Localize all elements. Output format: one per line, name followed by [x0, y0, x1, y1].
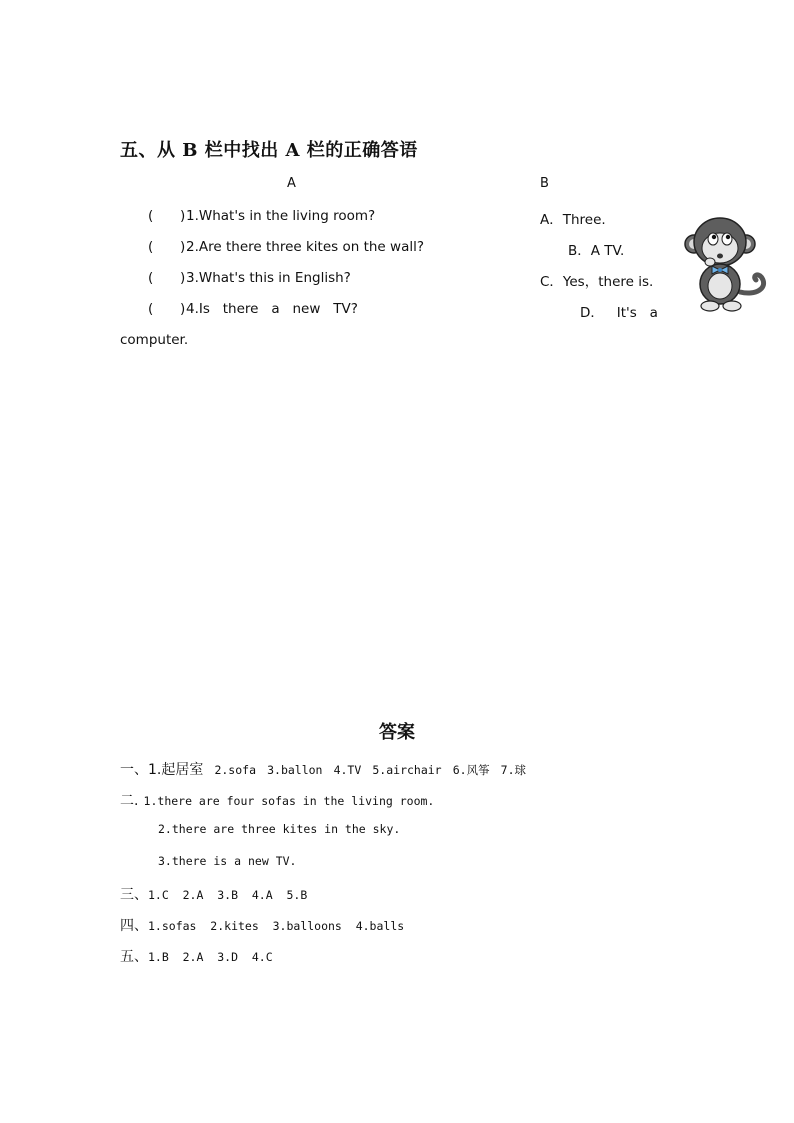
answer-line-4: 3.there is a new TV.: [158, 854, 297, 868]
question-text: 2.Are there three kites on the wall?: [186, 239, 425, 255]
answer-blank-open[interactable]: (: [148, 208, 154, 224]
answer-line-1: [120, 759, 526, 779]
question-text: 4.Is there a new TV?: [186, 301, 358, 317]
question-text: 3.What's this in English?: [186, 270, 351, 286]
option-text: D． It's a: [580, 305, 658, 321]
answer-line-5: [120, 884, 307, 904]
answer-line-6: [120, 915, 404, 935]
option-text: B．A TV.: [568, 243, 625, 259]
section-title: 五、从 B 栏中找出 A 栏的正确答语: [120, 140, 418, 161]
answer-blank-close: ): [180, 239, 186, 255]
answer-line-2: [120, 790, 434, 810]
answer-text: 1.B 2.A 3.D 4.C: [148, 950, 273, 964]
answer-item: 4.TV: [333, 763, 362, 777]
answer-label: 四、: [120, 918, 148, 934]
option-text: A．Three.: [540, 212, 606, 228]
option-text-continued: computer.: [120, 332, 189, 348]
monkey-thinking-icon: [682, 210, 768, 314]
answer-blank-open[interactable]: (: [148, 239, 154, 255]
answer-blank-close: ): [180, 301, 186, 317]
answer-text: 1.there are four sofas in the living room.: [143, 794, 435, 808]
answer-label: 五、: [120, 949, 148, 965]
answer-label: 三、: [120, 887, 148, 903]
answer-blank-close: ): [180, 208, 186, 224]
column-b-header: B: [540, 176, 549, 191]
answer-item: 1.起居室: [148, 762, 204, 778]
answers-title: 答案: [379, 722, 415, 743]
answer-blank-close: ): [180, 270, 186, 286]
column-a-header: A: [287, 176, 296, 191]
answer-item: 6.风筝: [452, 763, 490, 777]
answer-item: 5.airchair: [372, 763, 442, 777]
answer-line-3: 2.there are three kites in the sky.: [158, 822, 401, 836]
answer-text: 1.C 2.A 3.B 4.A 5.B: [148, 888, 308, 902]
answer-label: 二.: [120, 793, 139, 809]
option-text: C．Yes，there is.: [540, 274, 654, 290]
answer-item: 2.sofa: [214, 763, 256, 777]
answer-label: 一、: [120, 762, 148, 778]
answer-item: 3.ballon: [267, 763, 323, 777]
answer-text: 1.sofas 2.kites 3.balloons 4.balls: [148, 919, 405, 933]
question-text: 1.What's in the living room?: [186, 208, 376, 224]
answer-blank-open[interactable]: (: [148, 270, 154, 286]
answer-blank-open[interactable]: (: [148, 301, 154, 317]
answer-item: 7.球: [500, 763, 527, 777]
answer-line-7: [120, 946, 273, 966]
